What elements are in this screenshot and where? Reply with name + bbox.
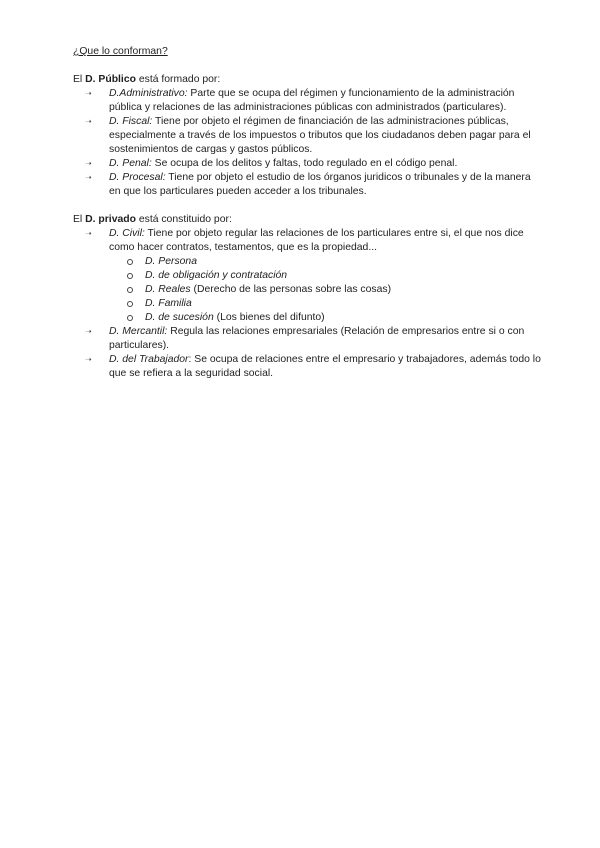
civil-sublist	[109, 255, 543, 325]
sub-text: (Los bienes del difunto)	[213, 312, 325, 323]
arrow-bullet-icon: ➝	[85, 355, 92, 364]
list-item	[85, 157, 543, 171]
intro-bold: D. privado	[85, 214, 136, 225]
intro-post: está formado por:	[135, 74, 221, 85]
sublist-item	[145, 269, 543, 283]
list-item	[85, 353, 543, 381]
privado-list	[73, 227, 543, 381]
item-term: D. del Trabajador	[109, 354, 189, 365]
sublist-item	[145, 283, 543, 297]
item-text: : Se ocupa de relaciones entre el empresario y trabajadores, además todo lo que se refiera a la seguridad social.	[109, 354, 541, 379]
intro-bold: D. Público	[85, 74, 136, 85]
heading: ¿Que lo conforman?	[73, 46, 168, 57]
circle-bullet-icon	[127, 259, 133, 265]
arrow-bullet-icon: ➝	[85, 159, 92, 168]
publico-list	[73, 87, 543, 199]
sublist-item	[145, 297, 543, 311]
circle-bullet-icon	[127, 273, 133, 279]
list-item	[85, 87, 543, 115]
arrow-bullet-icon: ➝	[85, 229, 92, 238]
arrow-bullet-icon: ➝	[85, 173, 92, 182]
item-text: Tiene por objeto el régimen de financiación de las administraciones públicas, especialmente a través de los impuestos o tributos que los ciudadanos deben pagar para el sostenimientos de cargas y gastos públicos.	[109, 116, 531, 155]
list-item	[85, 325, 543, 353]
item-term: D. Civil:	[109, 228, 145, 239]
privado-intro	[73, 213, 543, 227]
sublist-item	[145, 311, 543, 325]
item-text: Se ocupa de los delitos y faltas, todo regulado en el código penal.	[151, 158, 458, 169]
item-term: D.Administrativo:	[109, 88, 188, 99]
item-text: Parte que se ocupa del régimen y funcionamiento de la administración pública y relaciones de las administraciones públicas con administrados (particulares).	[109, 88, 515, 113]
arrow-bullet-icon: ➝	[85, 117, 92, 126]
item-text: Tiene por objeto el estudio de los órganos juridicos o tribunales y de la manera en que los particulares pueden acceder a los tribunales.	[109, 172, 531, 197]
sub-term: D. de sucesión	[145, 312, 214, 323]
sub-term: D. Persona	[145, 256, 197, 267]
item-term: D. Penal:	[109, 158, 152, 169]
privado-block	[73, 213, 543, 381]
intro-pre: El	[73, 74, 86, 85]
sublist-item	[145, 255, 543, 269]
sub-term: D. Reales	[145, 284, 191, 295]
document-page	[73, 45, 543, 381]
sub-text: (Derecho de las personas sobre las cosas)	[190, 284, 392, 295]
intro-pre: El	[73, 214, 86, 225]
arrow-bullet-icon: ➝	[85, 327, 92, 336]
item-term: D. Fiscal:	[109, 116, 153, 127]
list-item	[85, 171, 543, 199]
arrow-bullet-icon: ➝	[85, 89, 92, 98]
item-text: Regula las relaciones empresariales (Relación de empresarios entre si o con particulares).	[109, 326, 525, 351]
sub-term: D. Familia	[145, 298, 192, 309]
circle-bullet-icon	[127, 315, 133, 321]
circle-bullet-icon	[127, 301, 133, 307]
item-term: D. Mercantil:	[109, 326, 168, 337]
circle-bullet-icon	[127, 287, 133, 293]
intro-post: está constituido por:	[135, 214, 232, 225]
list-item	[85, 115, 543, 157]
item-text: Tiene por objeto regular las relaciones de los particulares entre si, el que nos dice como hacer contratos, testamentos, que es la propiedad...	[109, 228, 524, 253]
sub-term: D. de obligación y contratación	[145, 270, 288, 281]
item-term: D. Procesal:	[109, 172, 166, 183]
publico-intro	[73, 73, 543, 87]
list-item	[85, 227, 543, 325]
